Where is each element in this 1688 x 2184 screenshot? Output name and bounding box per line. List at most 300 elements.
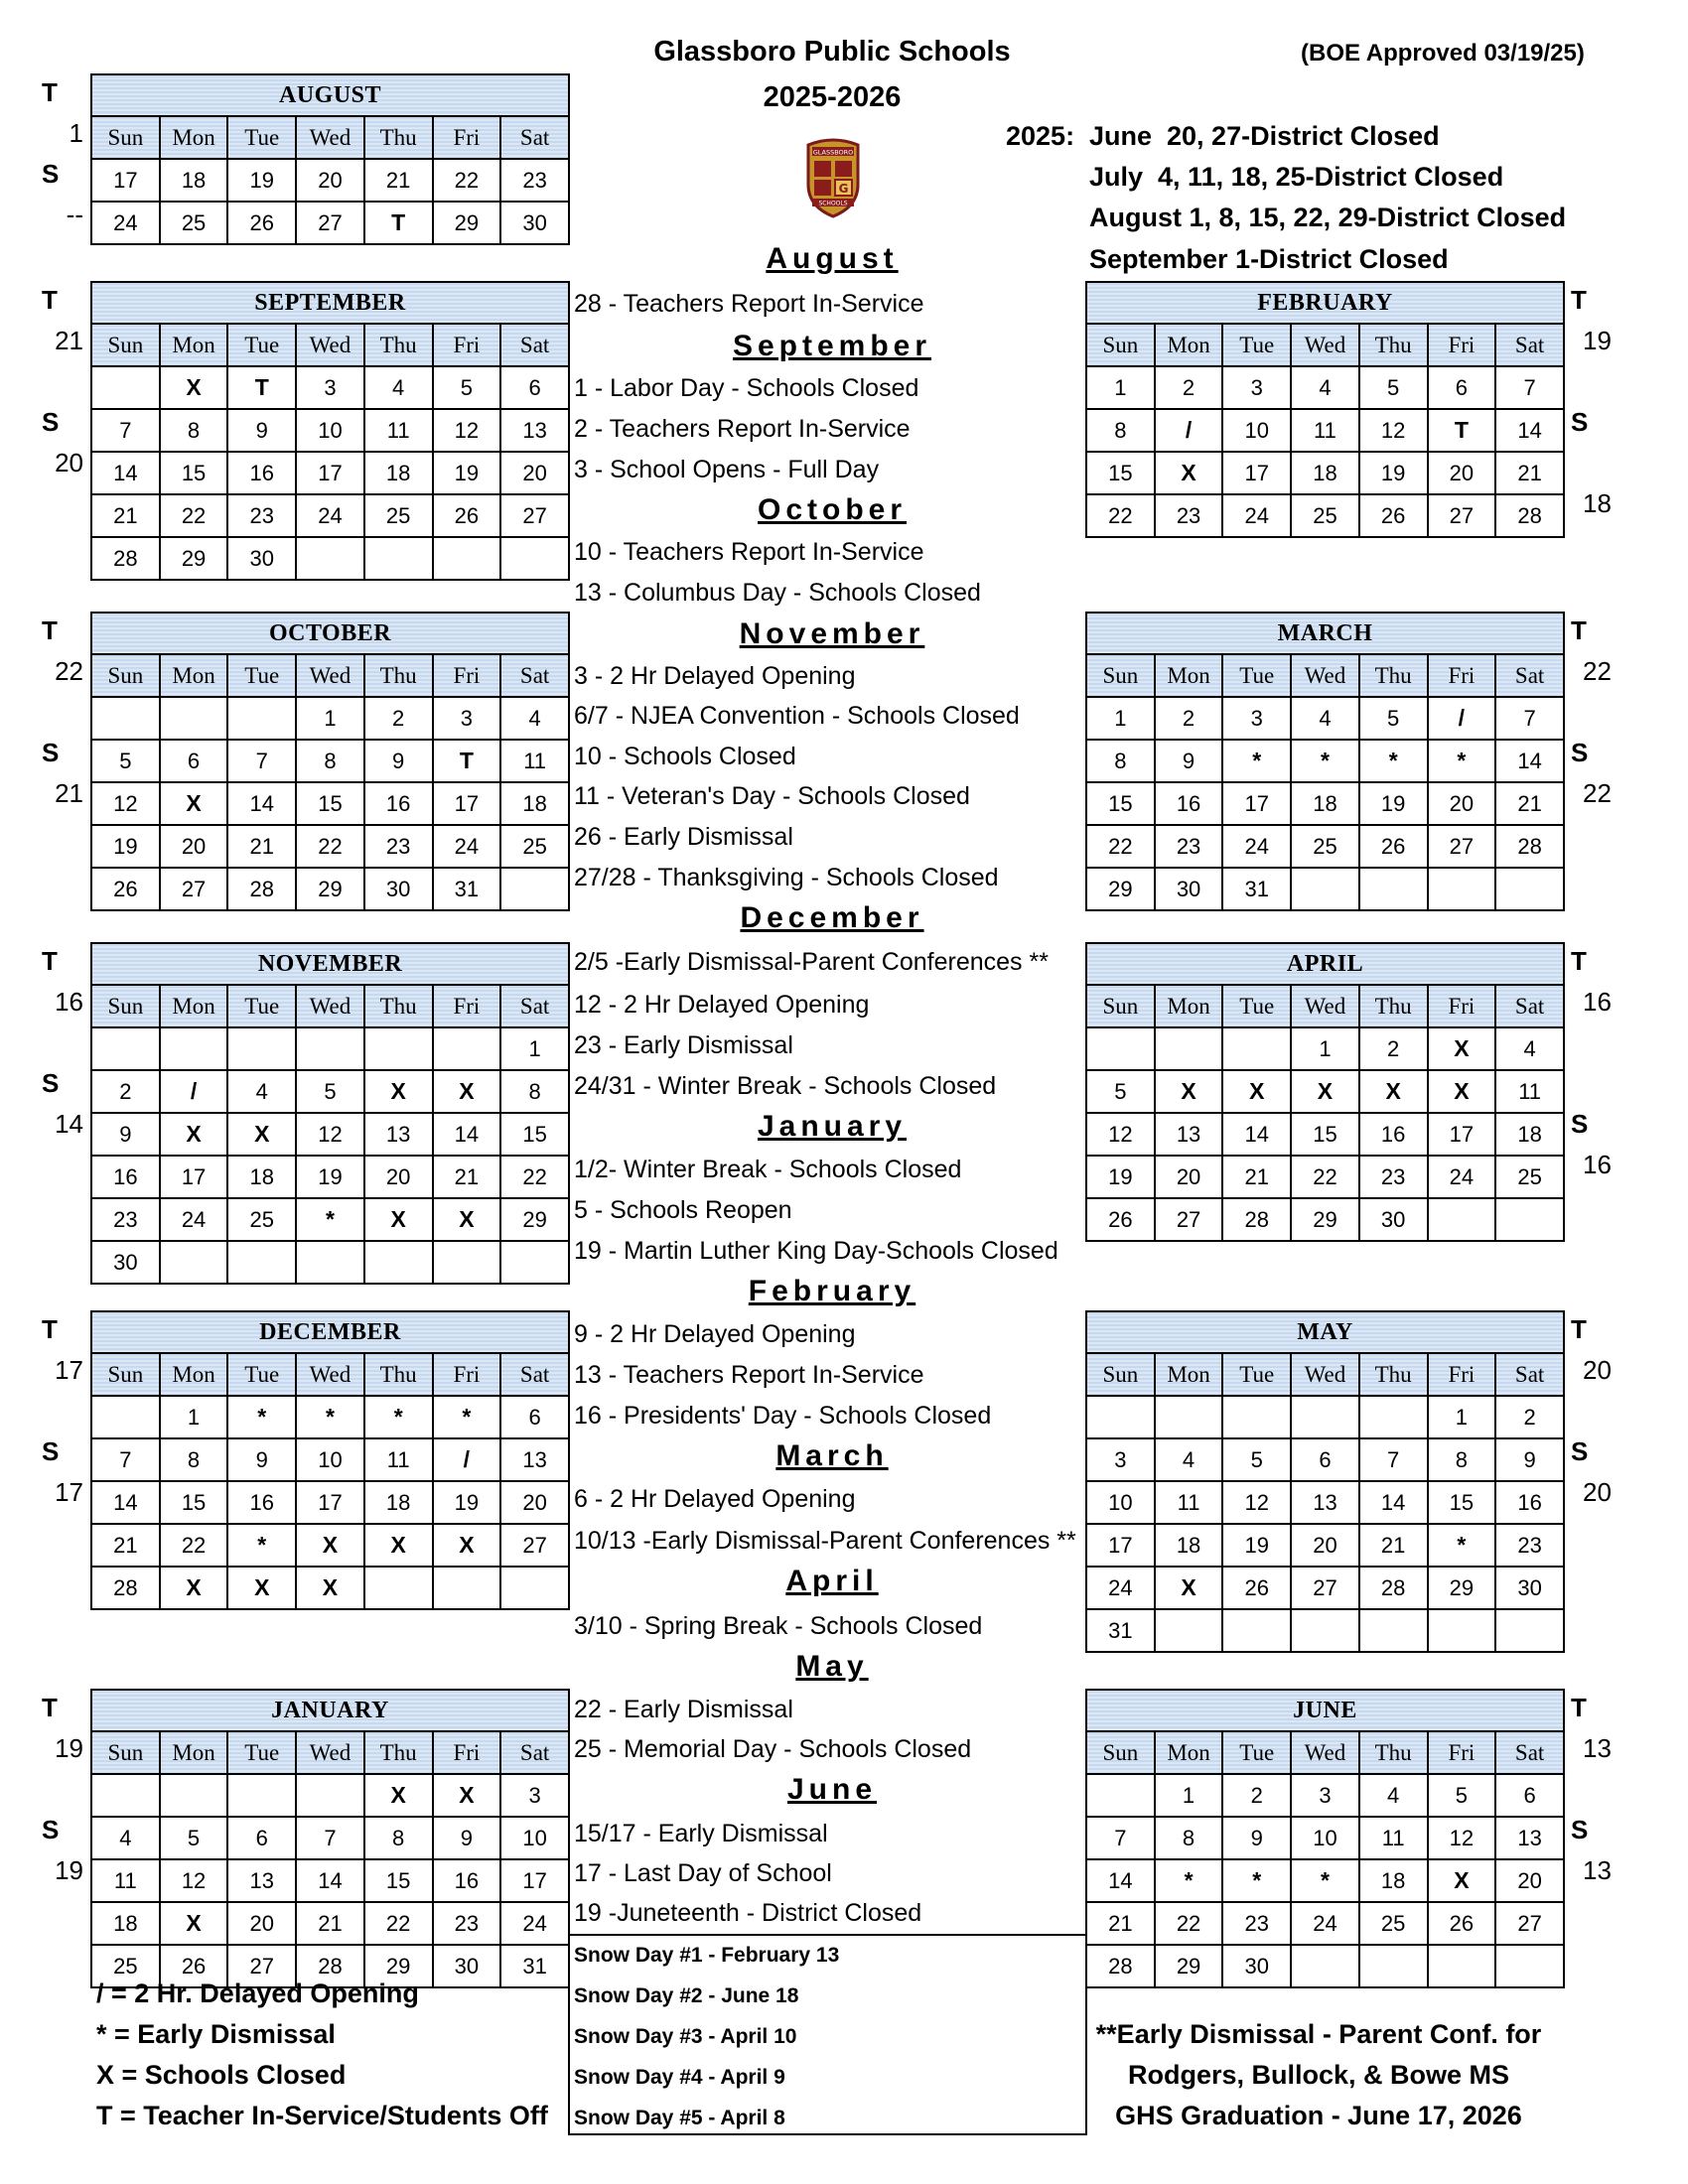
side-marker-label: S (42, 738, 60, 767)
day-cell: 26 (1359, 825, 1428, 868)
side-marker-label: T (42, 77, 58, 107)
empty-cell (1291, 1609, 1359, 1652)
marked-day-cell: * (1428, 1524, 1496, 1567)
side-marker-label: T (42, 1314, 58, 1344)
day-cell: 14 (1495, 409, 1564, 452)
day-cell: 17 (1222, 452, 1291, 494)
day-cell: 5 (1222, 1438, 1291, 1481)
day-cell: 5 (433, 366, 501, 409)
weekday-header: Mon (160, 985, 228, 1027)
day-cell: 24 (433, 825, 501, 868)
day-cell: 9 (227, 1438, 296, 1481)
day-cell: 9 (1495, 1438, 1564, 1481)
month-name: SEPTEMBER (91, 282, 569, 324)
day-cell: 5 (1359, 366, 1428, 409)
weekday-header: Sat (1495, 654, 1564, 697)
weekday-header: Sat (500, 116, 569, 159)
day-cell: 3 (1086, 1438, 1155, 1481)
day-cell: 9 (1222, 1817, 1291, 1859)
marked-day-cell: X (1222, 1070, 1291, 1113)
day-cell: 7 (1495, 697, 1564, 740)
event-item: 25 - Memorial Day - Schools Closed (574, 1735, 972, 1763)
day-cell: 19 (227, 159, 296, 202)
side-count-label: 17 (55, 1355, 83, 1385)
day-cell: 17 (296, 452, 364, 494)
side-marker-label: T (1571, 946, 1587, 976)
weekday-header: Sat (500, 1353, 569, 1396)
weekday-header: Tue (227, 1353, 296, 1396)
marked-day-cell: T (227, 366, 296, 409)
empty-cell (1359, 868, 1428, 910)
legend-closed: X = Schools Closed (96, 2060, 347, 2090)
empty-cell (296, 1774, 364, 1817)
empty-cell (1291, 1945, 1359, 1987)
side-marker-label: S (1571, 407, 1589, 437)
empty-cell (91, 366, 160, 409)
marked-day-cell: X (433, 1524, 501, 1567)
month-name: AUGUST (91, 74, 569, 116)
weekday-header: Fri (1428, 654, 1496, 697)
event-item: 27/28 - Thanksgiving - Schools Closed (574, 864, 999, 891)
empty-cell (1222, 1396, 1291, 1438)
side-count-label: 17 (55, 1477, 83, 1507)
side-count-label: 16 (1583, 1150, 1612, 1179)
day-cell: 24 (500, 1902, 569, 1945)
weekday-header: Wed (1291, 985, 1359, 1027)
empty-cell (296, 537, 364, 580)
day-cell: 26 (1086, 1198, 1155, 1241)
day-cell: 11 (364, 409, 433, 452)
day-cell: 15 (1086, 782, 1155, 825)
day-cell: 29 (160, 537, 228, 580)
side-count-label: 21 (55, 778, 83, 808)
day-cell: 19 (91, 825, 160, 868)
day-cell: 4 (1359, 1774, 1428, 1817)
events-january-title: January (757, 1110, 908, 1143)
side-marker-label: T (42, 615, 58, 645)
calendar-december (90, 1310, 570, 1610)
marked-day-cell: X (160, 1113, 228, 1156)
day-cell: 20 (500, 1481, 569, 1524)
side-marker-label: S (1571, 1815, 1589, 1844)
event-item: 26 - Early Dismissal (574, 823, 793, 851)
day-cell: 23 (500, 159, 569, 202)
day-cell: 29 (1291, 1198, 1359, 1241)
empty-cell (433, 1567, 501, 1609)
day-cell: 23 (1155, 494, 1223, 537)
day-cell: 23 (433, 1902, 501, 1945)
day-cell: 11 (1155, 1481, 1223, 1524)
weekday-header: Fri (1428, 324, 1496, 366)
weekday-header: Sun (91, 324, 160, 366)
day-cell: 13 (364, 1113, 433, 1156)
marked-day-cell: X (433, 1774, 501, 1817)
day-cell: 3 (296, 366, 364, 409)
marked-day-cell: X (227, 1113, 296, 1156)
day-cell: 21 (91, 494, 160, 537)
weekday-header: Fri (1428, 1731, 1496, 1774)
weekday-header: Wed (296, 116, 364, 159)
day-cell: 2 (91, 1070, 160, 1113)
snow-day: Snow Day #2 - June 18 (574, 1984, 799, 2007)
day-cell: 30 (500, 202, 569, 244)
day-cell: 17 (500, 1859, 569, 1902)
empty-cell (1155, 1609, 1223, 1652)
side-marker-label: T (1571, 615, 1587, 645)
weekday-header: Tue (227, 116, 296, 159)
weekday-header: Fri (433, 985, 501, 1027)
events-march-title: March (775, 1439, 889, 1472)
day-cell: 26 (1222, 1567, 1291, 1609)
weekday-header: Fri (433, 1731, 501, 1774)
day-cell: 16 (1155, 782, 1223, 825)
day-cell: 10 (1291, 1817, 1359, 1859)
day-cell: 31 (500, 1945, 569, 1987)
day-cell: 13 (1291, 1481, 1359, 1524)
events-september-title: September (732, 330, 932, 362)
day-cell: 17 (91, 159, 160, 202)
day-cell: 19 (433, 452, 501, 494)
weekday-header: Sun (91, 654, 160, 697)
day-cell: 27 (1291, 1567, 1359, 1609)
weekday-header: Fri (1428, 1353, 1496, 1396)
day-cell: 6 (1428, 366, 1496, 409)
marked-day-cell: X (160, 782, 228, 825)
day-cell: 13 (227, 1859, 296, 1902)
weekday-header: Tue (1222, 324, 1291, 366)
empty-cell (1155, 1027, 1223, 1070)
weekday-header: Thu (1359, 1731, 1428, 1774)
day-cell: 29 (364, 1945, 433, 1987)
side-count-label: 20 (55, 448, 83, 478)
note-schools: Rodgers, Bullock, & Bowe MS (1127, 2060, 1510, 2090)
month-name: NOVEMBER (91, 943, 569, 985)
marked-day-cell: * (296, 1198, 364, 1241)
weekday-header: Sat (500, 324, 569, 366)
event-item: 3 - School Opens - Full Day (574, 456, 880, 483)
marked-day-cell: * (296, 1396, 364, 1438)
events-october-title: October (757, 493, 908, 526)
weekday-header: Sat (500, 985, 569, 1027)
weekday-header: Wed (296, 1353, 364, 1396)
day-cell: 5 (296, 1070, 364, 1113)
day-cell: 20 (1155, 1156, 1223, 1198)
day-cell: 14 (1222, 1113, 1291, 1156)
day-cell: 15 (500, 1113, 569, 1156)
day-cell: 27 (1155, 1198, 1223, 1241)
day-cell: 28 (91, 537, 160, 580)
calendar-march (1085, 612, 1565, 911)
weekday-header: Sat (1495, 324, 1564, 366)
marked-day-cell: X (296, 1524, 364, 1567)
event-item: 23 - Early Dismissal (574, 1031, 793, 1059)
calendar-august (90, 73, 570, 245)
marked-day-cell: T (364, 202, 433, 244)
day-cell: 28 (91, 1567, 160, 1609)
day-cell: 7 (91, 1438, 160, 1481)
day-cell: 21 (296, 1902, 364, 1945)
marked-day-cell: X (1291, 1070, 1359, 1113)
snow-day: Snow Day #1 - February 13 (574, 1944, 840, 1967)
event-item: 12 - 2 Hr Delayed Opening (574, 991, 870, 1019)
day-cell: 23 (91, 1198, 160, 1241)
day-cell: 27 (500, 1524, 569, 1567)
day-cell: 25 (1359, 1902, 1428, 1945)
day-cell: 14 (91, 452, 160, 494)
weekday-header: Sat (500, 654, 569, 697)
day-cell: 17 (1428, 1113, 1496, 1156)
day-cell: 30 (1222, 1945, 1291, 1987)
day-cell: 8 (500, 1070, 569, 1113)
closures-year-label: 2025: (1006, 121, 1075, 151)
weekday-header: Mon (160, 1731, 228, 1774)
side-marker-label: T (1571, 1314, 1587, 1344)
marked-day-cell: X (364, 1198, 433, 1241)
day-cell: 15 (1428, 1481, 1496, 1524)
day-cell: 21 (1495, 782, 1564, 825)
closure-line: August 1, 8, 15, 22, 29-District Closed (1089, 203, 1567, 232)
marked-day-cell: X (160, 1902, 228, 1945)
day-cell: 26 (1428, 1902, 1496, 1945)
empty-cell (1359, 1945, 1428, 1987)
day-cell: 29 (1155, 1945, 1223, 1987)
day-cell: 15 (160, 1481, 228, 1524)
day-cell: 24 (91, 202, 160, 244)
day-cell: 18 (364, 1481, 433, 1524)
day-cell: 7 (1359, 1438, 1428, 1481)
day-cell: 20 (227, 1902, 296, 1945)
day-cell: 26 (227, 202, 296, 244)
event-item: 13 - Columbus Day - Schools Closed (574, 579, 981, 607)
weekday-header: Fri (433, 1353, 501, 1396)
day-cell: 22 (296, 825, 364, 868)
marked-day-cell: X (160, 366, 228, 409)
day-cell: 8 (1428, 1438, 1496, 1481)
day-cell: 17 (1086, 1524, 1155, 1567)
day-cell: 9 (364, 740, 433, 782)
empty-cell (1291, 1396, 1359, 1438)
day-cell: 8 (160, 409, 228, 452)
day-cell: 13 (1495, 1817, 1564, 1859)
day-cell: 28 (1495, 494, 1564, 537)
day-cell: 20 (364, 1156, 433, 1198)
day-cell: 19 (1086, 1156, 1155, 1198)
empty-cell (296, 1241, 364, 1284)
day-cell: 24 (1291, 1902, 1359, 1945)
weekday-header: Tue (227, 1731, 296, 1774)
weekday-header: Thu (364, 116, 433, 159)
weekday-header: Wed (296, 654, 364, 697)
day-cell: 22 (364, 1902, 433, 1945)
event-item: 17 - Last Day of School (574, 1859, 832, 1887)
marked-day-cell: X (364, 1524, 433, 1567)
day-cell: 24 (296, 494, 364, 537)
weekday-header: Wed (1291, 324, 1359, 366)
day-cell: 22 (1086, 494, 1155, 537)
weekday-header: Tue (1222, 985, 1291, 1027)
empty-cell (500, 1241, 569, 1284)
weekday-header: Thu (1359, 1353, 1428, 1396)
day-cell: 2 (364, 697, 433, 740)
day-cell: 5 (160, 1817, 228, 1859)
day-cell: 31 (433, 868, 501, 910)
weekday-header: Sat (1495, 1731, 1564, 1774)
day-cell: 13 (500, 1438, 569, 1481)
event-item: 16 - Presidents' Day - Schools Closed (574, 1402, 992, 1430)
empty-cell (1428, 1198, 1496, 1241)
side-count-label: 22 (1583, 656, 1612, 686)
weekday-header: Thu (364, 324, 433, 366)
marked-day-cell: X (1428, 1027, 1496, 1070)
event-item: 19 - Martin Luther King Day-Schools Closed (574, 1237, 1058, 1265)
day-cell: 15 (364, 1859, 433, 1902)
day-cell: 21 (227, 825, 296, 868)
day-cell: 30 (364, 868, 433, 910)
day-cell: 6 (500, 366, 569, 409)
side-count-label: 13 (1583, 1855, 1612, 1885)
day-cell: 1 (296, 697, 364, 740)
calendar-january (90, 1689, 570, 1988)
event-item: 28 - Teachers Report In-Service (574, 290, 924, 318)
day-cell: 3 (1291, 1774, 1359, 1817)
month-name: JUNE (1086, 1690, 1564, 1731)
day-cell: 14 (1495, 740, 1564, 782)
day-cell: 21 (1222, 1156, 1291, 1198)
day-cell: 20 (296, 159, 364, 202)
marked-day-cell: X (433, 1070, 501, 1113)
day-cell: 19 (1222, 1524, 1291, 1567)
day-cell: 20 (1495, 1859, 1564, 1902)
day-cell: 11 (91, 1859, 160, 1902)
weekday-header: Sun (1086, 1731, 1155, 1774)
day-cell: 27 (296, 202, 364, 244)
day-cell: 27 (227, 1945, 296, 1987)
day-cell: 21 (91, 1524, 160, 1567)
day-cell: 21 (364, 159, 433, 202)
day-cell: 25 (1291, 494, 1359, 537)
weekday-header: Tue (1222, 1353, 1291, 1396)
day-cell: 10 (296, 1438, 364, 1481)
day-cell: 26 (433, 494, 501, 537)
side-count-label: -- (66, 200, 83, 229)
day-cell: 22 (1291, 1156, 1359, 1198)
empty-cell (500, 537, 569, 580)
logo-top-text: GLASSBORO (812, 148, 854, 157)
day-cell: 22 (160, 1524, 228, 1567)
weekday-header: Mon (1155, 1731, 1223, 1774)
day-cell: 29 (1428, 1567, 1496, 1609)
empty-cell (1428, 1609, 1496, 1652)
marked-day-cell: X (1359, 1070, 1428, 1113)
day-cell: 30 (1359, 1198, 1428, 1241)
side-marker-label: S (42, 407, 60, 437)
calendar-february (1085, 281, 1565, 538)
empty-cell (227, 1241, 296, 1284)
day-cell: 22 (160, 494, 228, 537)
day-cell: 24 (1086, 1567, 1155, 1609)
weekday-header: Mon (1155, 985, 1223, 1027)
side-count-label: 19 (1583, 326, 1612, 355)
month-name: FEBRUARY (1086, 282, 1564, 324)
day-cell: 31 (1222, 868, 1291, 910)
empty-cell (227, 1774, 296, 1817)
empty-cell (1155, 1396, 1223, 1438)
day-cell: 19 (296, 1156, 364, 1198)
side-count-label: 21 (55, 326, 83, 355)
day-cell: 13 (1155, 1113, 1223, 1156)
day-cell: 19 (1359, 782, 1428, 825)
event-item: 10 - Teachers Report In-Service (574, 538, 924, 566)
side-count-label: 1 (69, 118, 83, 148)
day-cell: 14 (433, 1113, 501, 1156)
day-cell: 21 (1086, 1902, 1155, 1945)
empty-cell (1086, 1027, 1155, 1070)
day-cell: 12 (160, 1859, 228, 1902)
weekday-header: Wed (296, 985, 364, 1027)
weekday-header: Sun (91, 985, 160, 1027)
day-cell: 23 (227, 494, 296, 537)
day-cell: 6 (1291, 1438, 1359, 1481)
weekday-header: Mon (160, 116, 228, 159)
day-cell: 27 (160, 868, 228, 910)
day-cell: 17 (296, 1481, 364, 1524)
day-cell: 20 (1428, 452, 1496, 494)
empty-cell (1222, 1609, 1291, 1652)
day-cell: 25 (1291, 825, 1359, 868)
day-cell: 14 (1359, 1481, 1428, 1524)
day-cell: 30 (1155, 868, 1223, 910)
note-conferences: **Early Dismissal - Parent Conf. for (1095, 2019, 1542, 2049)
day-cell: 7 (1086, 1817, 1155, 1859)
side-count-label: 20 (1583, 1477, 1612, 1507)
event-item: 3/10 - Spring Break - Schools Closed (574, 1612, 983, 1640)
marked-day-cell: X (1428, 1070, 1496, 1113)
weekday-header: Sun (91, 1353, 160, 1396)
calendar-september (90, 281, 570, 581)
event-item: 11 - Veteran's Day - Schools Closed (574, 782, 970, 810)
marked-day-cell: X (1155, 1070, 1223, 1113)
weekday-header: Mon (160, 324, 228, 366)
day-cell: 15 (1086, 452, 1155, 494)
day-cell: 1 (500, 1027, 569, 1070)
event-item: 10/13 -Early Dismissal-Parent Conferences ** (574, 1527, 1076, 1555)
day-cell: 3 (500, 1774, 569, 1817)
event-item: 9 - 2 Hr Delayed Opening (574, 1320, 856, 1348)
day-cell: 21 (1495, 452, 1564, 494)
day-cell: 9 (227, 409, 296, 452)
weekday-header: Tue (227, 985, 296, 1027)
day-cell: 5 (1086, 1070, 1155, 1113)
day-cell: 12 (1428, 1817, 1496, 1859)
month-name: OCTOBER (91, 613, 569, 654)
marked-day-cell: X (1428, 1859, 1496, 1902)
day-cell: 29 (500, 1198, 569, 1241)
day-cell: 18 (1291, 452, 1359, 494)
day-cell: 5 (91, 740, 160, 782)
day-cell: 6 (227, 1817, 296, 1859)
side-marker-label: S (42, 1068, 60, 1098)
side-marker-label: T (42, 946, 58, 976)
day-cell: 1 (1155, 1774, 1223, 1817)
marked-day-cell: X (433, 1198, 501, 1241)
day-cell: 23 (1359, 1156, 1428, 1198)
day-cell: 1 (1086, 697, 1155, 740)
closure-line: July 4, 11, 18, 25-District Closed (1089, 162, 1504, 192)
day-cell: 8 (160, 1438, 228, 1481)
day-cell: 30 (91, 1241, 160, 1284)
day-cell: 27 (1428, 494, 1496, 537)
weekday-header: Wed (1291, 1731, 1359, 1774)
